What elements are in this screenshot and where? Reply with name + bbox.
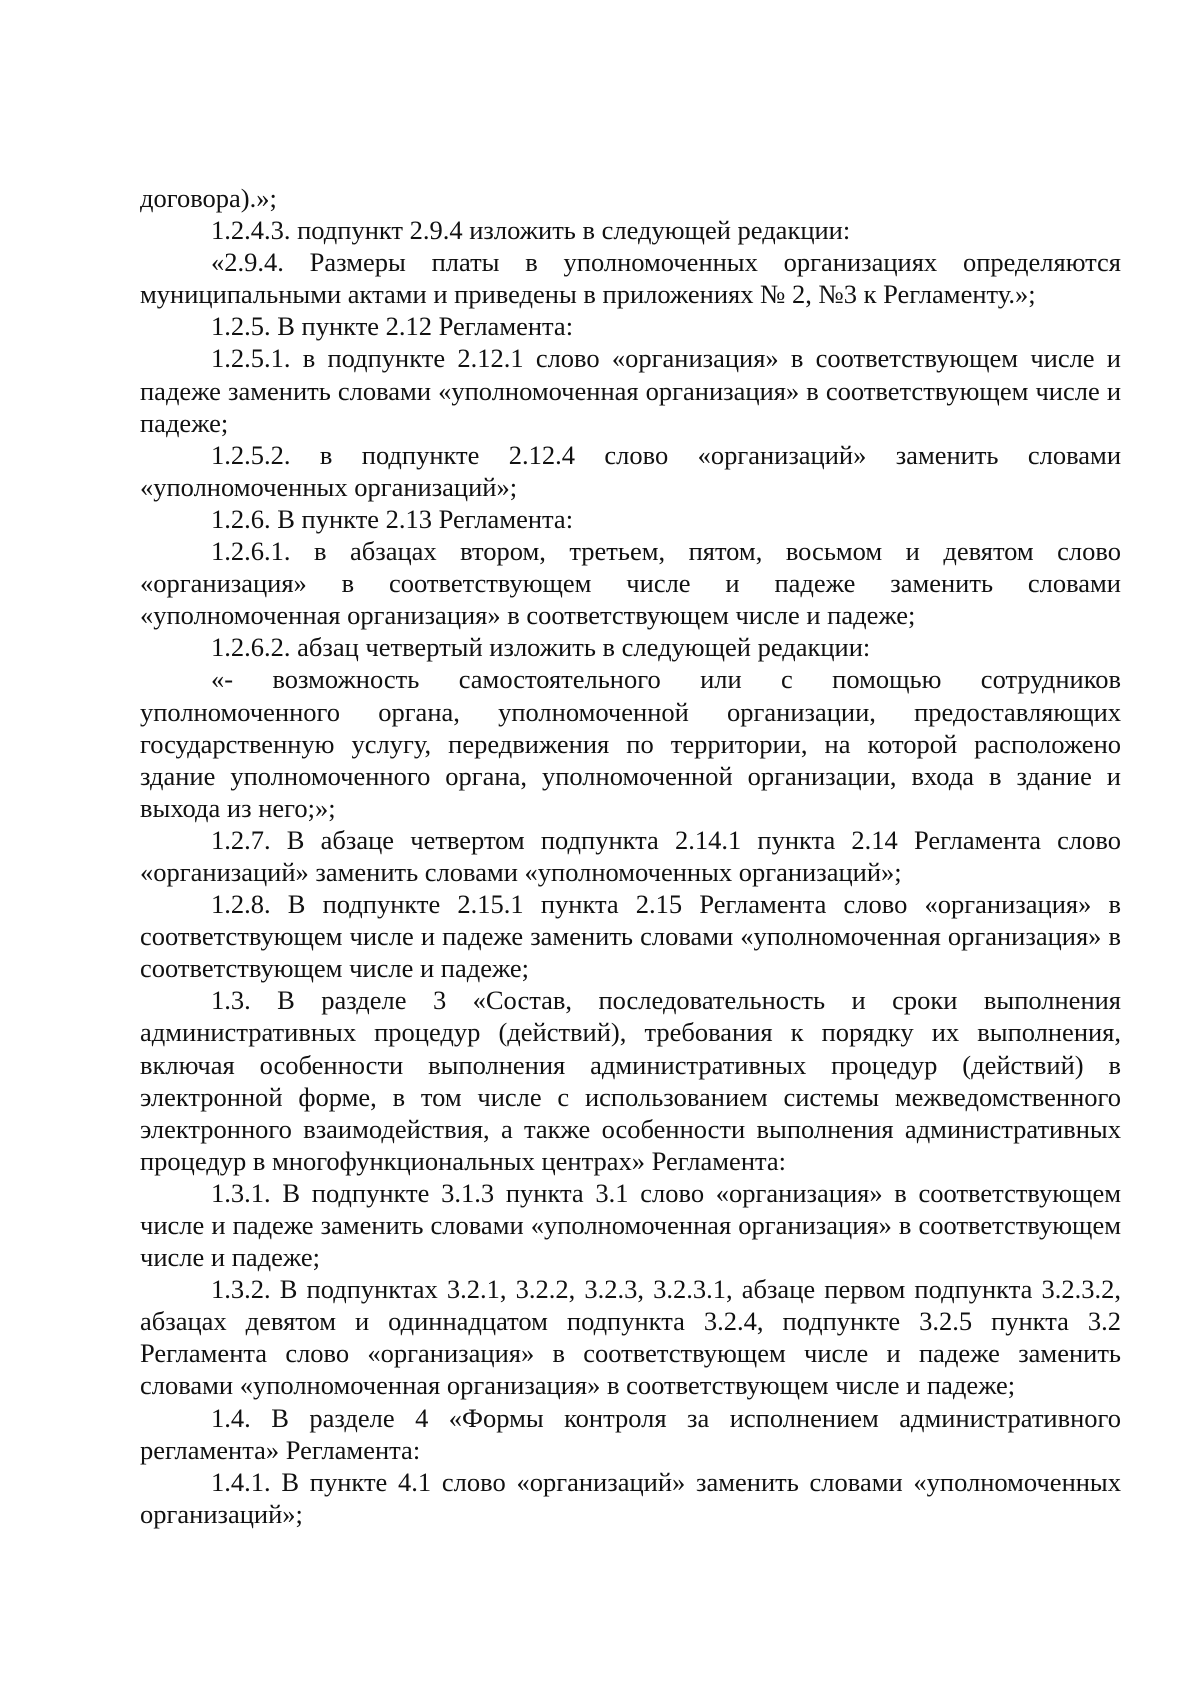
paragraph: 1.2.7. В абзаце четвертом подпункта 2.14.1 пункта 2.14 Регламента слово «организаций» заменить словами «уполномоченных организаций»; bbox=[140, 824, 1121, 887]
paragraph: 1.4.1. В пункте 4.1 слово «организаций» заменить словами «уполномоченных организаций»; bbox=[140, 1466, 1121, 1529]
paragraph: договора).»; bbox=[140, 183, 277, 213]
paragraph: 1.4. В разделе 4 «Формы контроля за исполнением административного регламента» Регламента: bbox=[140, 1402, 1121, 1465]
paragraph: 1.2.6. В пункте 2.13 Регламента: bbox=[211, 503, 574, 534]
paragraph: 1.2.4.3. подпункт 2.9.4 изложить в следующей редакции: bbox=[211, 215, 851, 246]
paragraph: 1.3. В разделе 3 «Состав, последовательность и сроки выполнения административных процедур (действий), требования к порядку их выполнения, включая особенности выполнения административных процедур (действий) в электронной форме, в том числе с использованием системы межведомственного электронного взаимодействия, а также особенности выполнения административных процедур в многофункциональных центрах» Регламента: bbox=[140, 985, 1121, 1176]
paragraph: 1.2.6.1. в абзацах втором, третьем, пятом, восьмом и девятом слово «организация» в соответствующем числе и падеже заменить словами «уполномоченная организация» в соответствующем числе и падеже; bbox=[140, 536, 1121, 631]
paragraph: «- возможность самостоятельного или с помощью сотрудников уполномоченного органа, уполномоченной организации, предоставляющих государственную услугу, передвижения по территории, на которой расположено здание уполномоченного органа, уполномоченной организации, входа в здание и выхода из него;»; bbox=[140, 664, 1121, 823]
paragraph: 1.3.1. В подпункте 3.1.3 пункта 3.1 слово «организация» в соответствующем числе и падеже заменить словами «уполномоченная организация» в соответствующем числе и падеже; bbox=[140, 1177, 1121, 1273]
paragraph: 1.2.5.2. в подпункте 2.12.4 слово «организаций» заменить словами «уполномоченных организаций»; bbox=[140, 439, 1121, 502]
paragraph: 1.2.8. В подпункте 2.15.1 пункта 2.15 Регламента слово «организация» в соответствующем числе и падеже заменить словами «уполномоченная организация» в соответствующем числе и падеже; bbox=[140, 889, 1121, 984]
paragraph: 1.2.5.1. в подпункте 2.12.1 слово «организация» в соответствующем числе и падеже заменить словами «уполномоченная организация» в соответствующем числе и падеже; bbox=[140, 343, 1121, 438]
paragraph: 1.2.5. В пункте 2.12 Регламента: bbox=[211, 311, 574, 342]
paragraph: 1.2.6.2. абзац четвертый изложить в следующей редакции: bbox=[211, 632, 871, 663]
paragraph: 1.3.2. В подпунктах 3.2.1, 3.2.2, 3.2.3, 3.2.3.1, абзаце первом подпункта 3.2.3.2, абзацах девятом и одиннадцатом подпункта 3.2.4, подпункте 3.2.5 пункта 3.2 Регламента слово «организация» в соответствующем числе и падеже заменить словами «уполномоченная организация» в соответствующем числе и падеже; bbox=[140, 1274, 1121, 1401]
document-body bbox=[140, 182, 1121, 1530]
paragraph: «2.9.4. Размеры платы в уполномоченных организациях определяются муниципальными актами и приведены в приложениях № 2, №3 к Регламенту.»; bbox=[140, 247, 1121, 310]
